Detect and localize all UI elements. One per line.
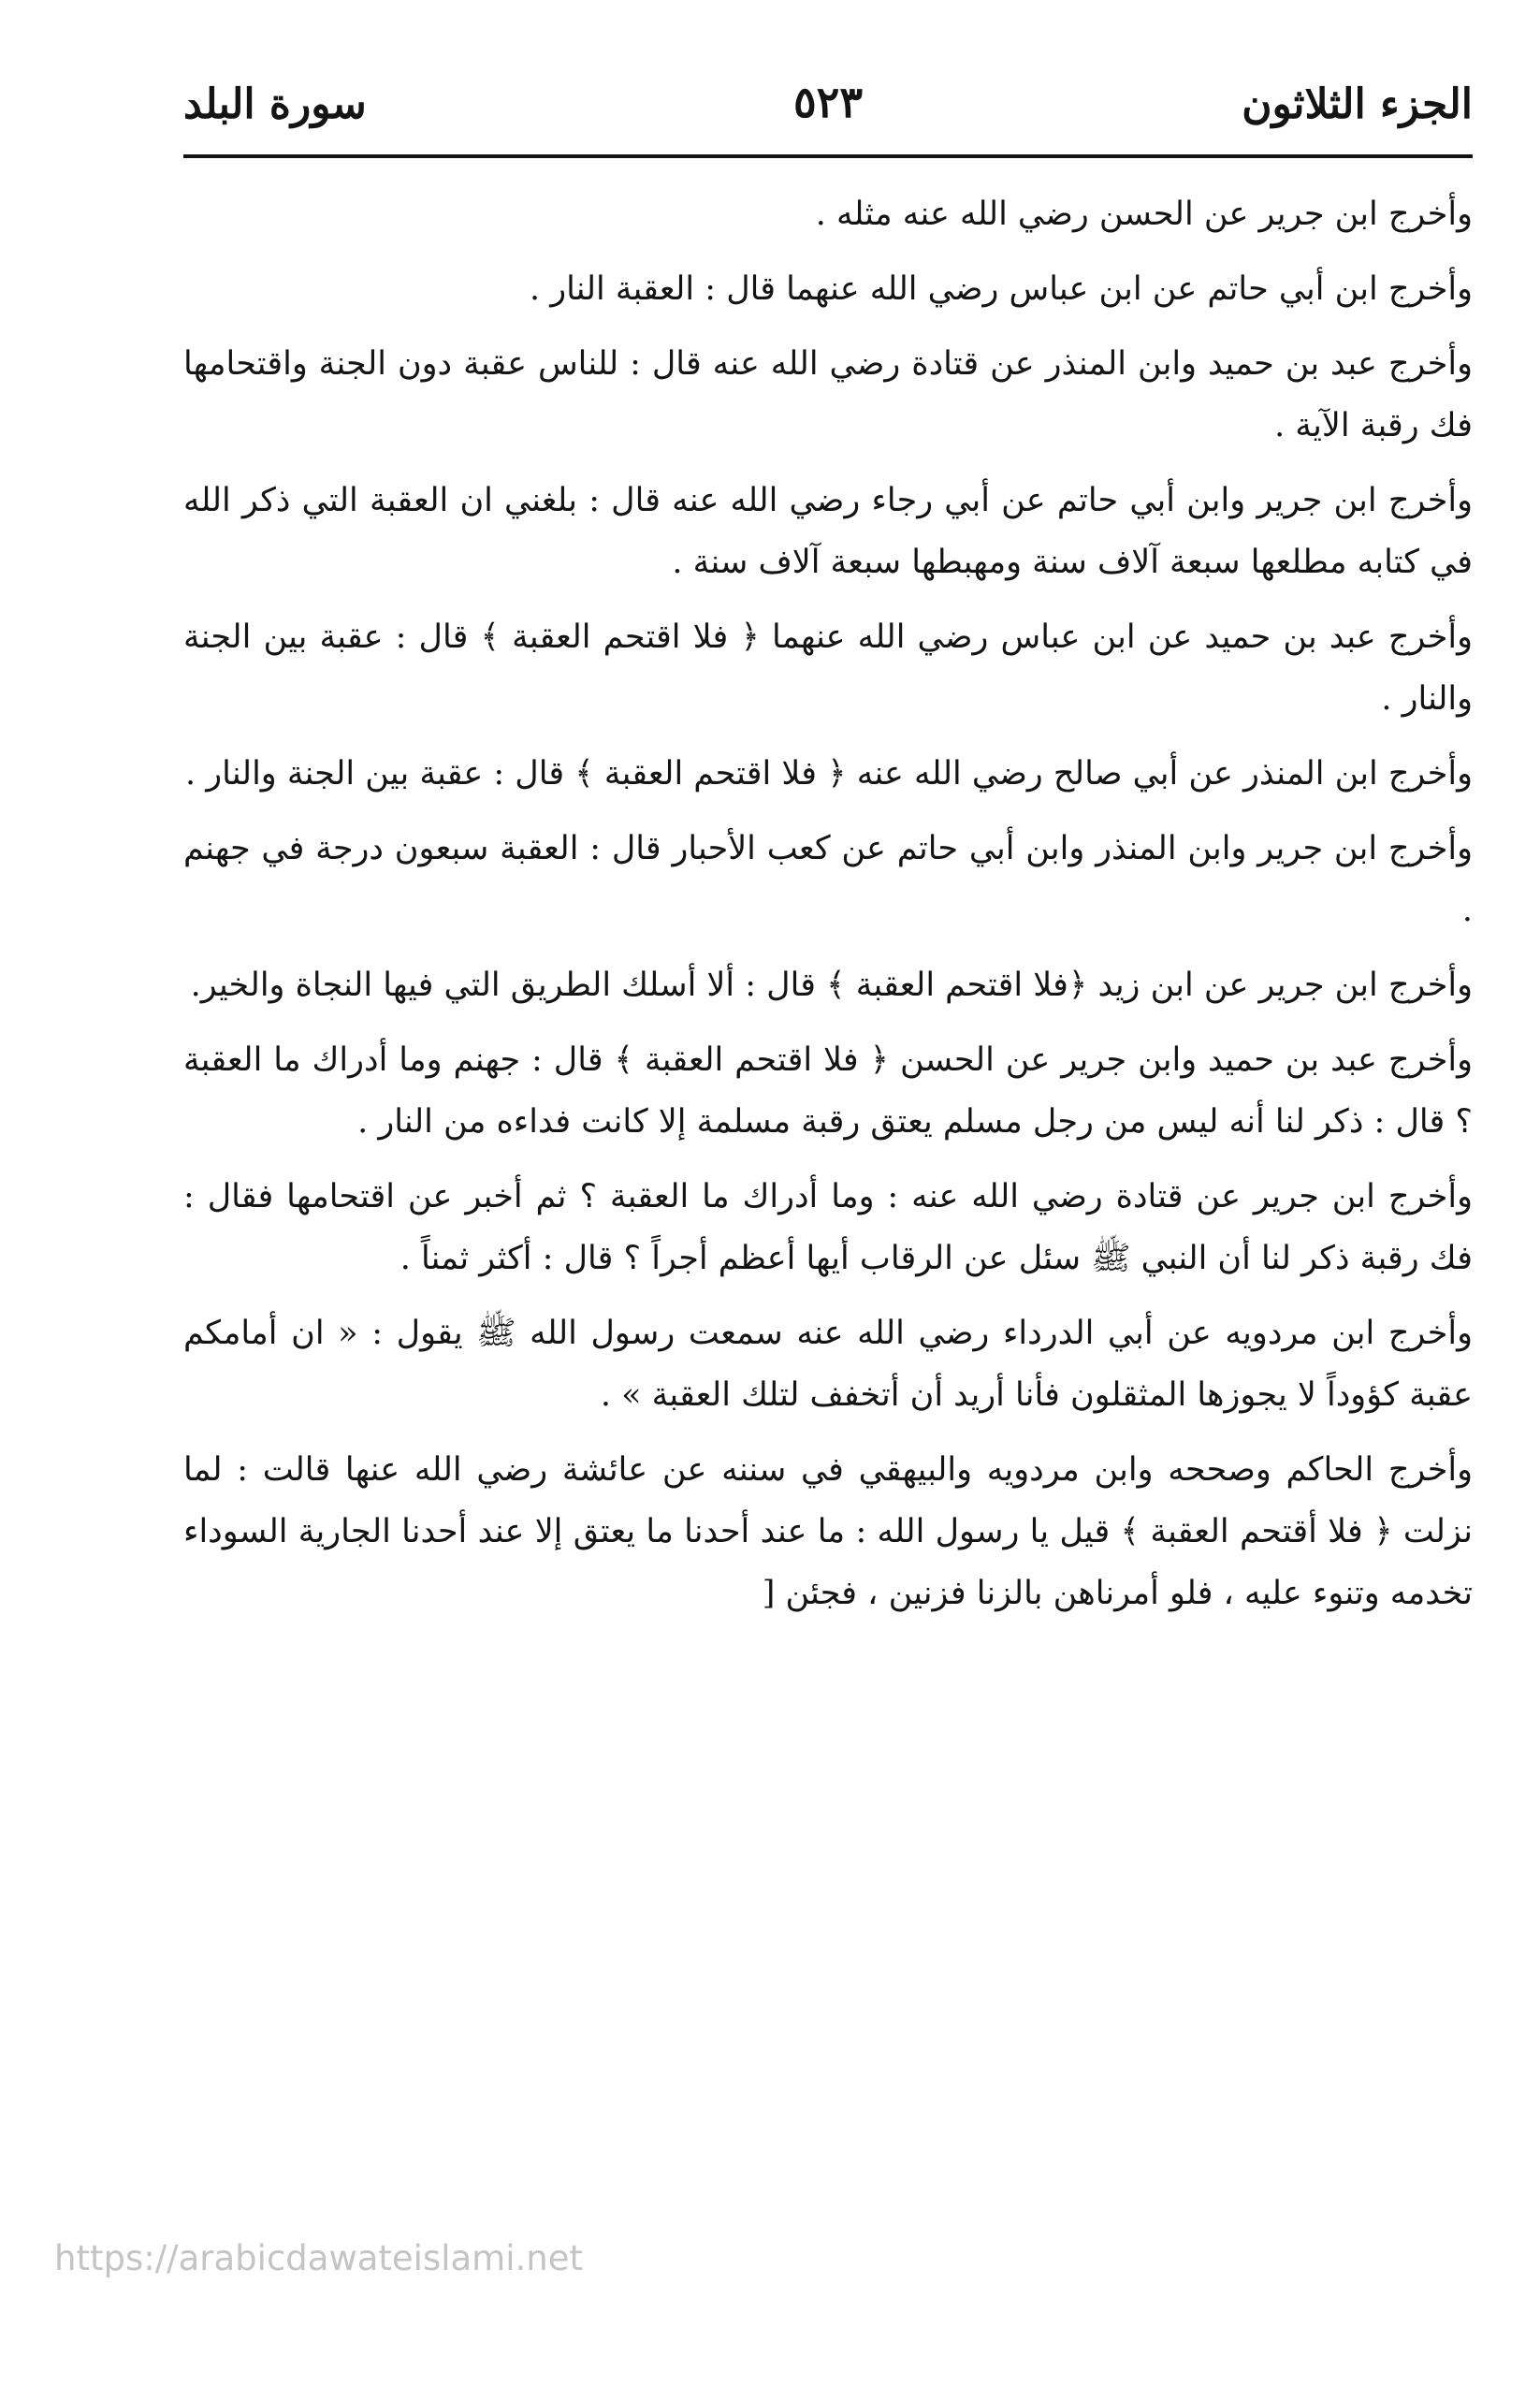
page-header xyxy=(183,64,1473,157)
paragraph: وأخرج ابن جرير وابن المنذر وابن أبي حاتم عن كعب الأحبار قال : العقبة سبعون درجة في جهنم . xyxy=(183,830,1473,929)
paragraph: وأخرج ابن جرير وابن أبي حاتم عن أبي رجاء رضي الله عنه قال : بلغني ان العقبة التي ذكر الله في كتابه مطلعها سبعة آلاف سنة ومهبطها سبعة آلاف سنة . xyxy=(183,482,1473,581)
paragraph: وأخرج عبد بن حميد وابن المنذر عن قتادة رضي الله عنه قال : للناس عقبة دون الجنة واقتحامها فك رقبة الآية . xyxy=(183,345,1473,444)
paragraph: وأخرج ابن مردويه عن أبي الدرداء رضي الله عنه سمعت رسول الله ﷺ يقول : « ان أمامكم عقبة كؤوداً لا يجوزها المثقلون فأنا أريد أن أتخفف لتلك العقبة » . xyxy=(183,1315,1473,1414)
header-divider xyxy=(183,154,1473,158)
paragraph: وأخرج ابن أبي حاتم عن ابن عباس رضي الله عنهما قال : العقبة النار . xyxy=(529,270,1473,308)
paragraph: وأخرج ابن جرير عن ابن زيد ﴿فلا اقتحم العقبة ﴾ قال : ألا أسلك الطريق التي فيها النجاة والخير. xyxy=(190,967,1473,1004)
paragraph: وأخرج ابن المنذر عن أبي صالح رضي الله عنه ﴿ فلا اقتحم العقبة ﴾ قال : عقبة بين الجنة والنار . xyxy=(185,755,1473,793)
page-number: ٥٢٣ xyxy=(792,77,864,127)
part-title: الجزء الثلاثون xyxy=(1242,80,1473,128)
paragraph: وأخرج عبد بن حميد عن ابن عباس رضي الله عنهما ﴿ فلا اقتحم العقبة ﴾ قال : عقبة بين الجنة والنار . xyxy=(183,618,1473,718)
page-body xyxy=(183,183,1473,2148)
paragraph: وأخرج ابن جرير عن قتادة رضي الله عنه : وما أدراك ما العقبة ؟ ثم أخبر عن اقتحامها فقال : فك رقبة ذكر لنا أن النبي ﷺ سئل عن الرقاب أيها أعظم أجراً ؟ قال : أكثر ثمناً . xyxy=(183,1178,1473,1277)
paragraph: وأخرج ابن جرير عن الحسن رضي الله عنه مثله . xyxy=(815,196,1473,233)
paragraph: وأخرج عبد بن حميد وابن جرير عن الحسن ﴿ فلا اقتحم العقبة ﴾ قال : جهنم وما أدراك ما العقبة ؟ قال : ذكر لنا أنه ليس من رجل مسلم يعتق رقبة مسلمة إلا كانت فداءه من النار . xyxy=(183,1041,1473,1141)
watermark-url: https://arabicdawateislami.net xyxy=(54,2238,583,2278)
paragraph: وأخرج الحاكم وصححه وابن مردويه والبيهقي في سننه عن عائشة رضي الله عنها قالت : لما نزلت ﴿ فلا أقتحم العقبة ﴾ قيل يا رسول الله : ما عند أحدنا ما يعتق إلا عند أحدنا الجارية السوداء تخدمه وتنوء عليه ، فلو أمرناهن بالزنا فزنين ، فجئن [ xyxy=(183,1451,1473,1612)
surah-title: سورة البلد xyxy=(183,80,367,128)
